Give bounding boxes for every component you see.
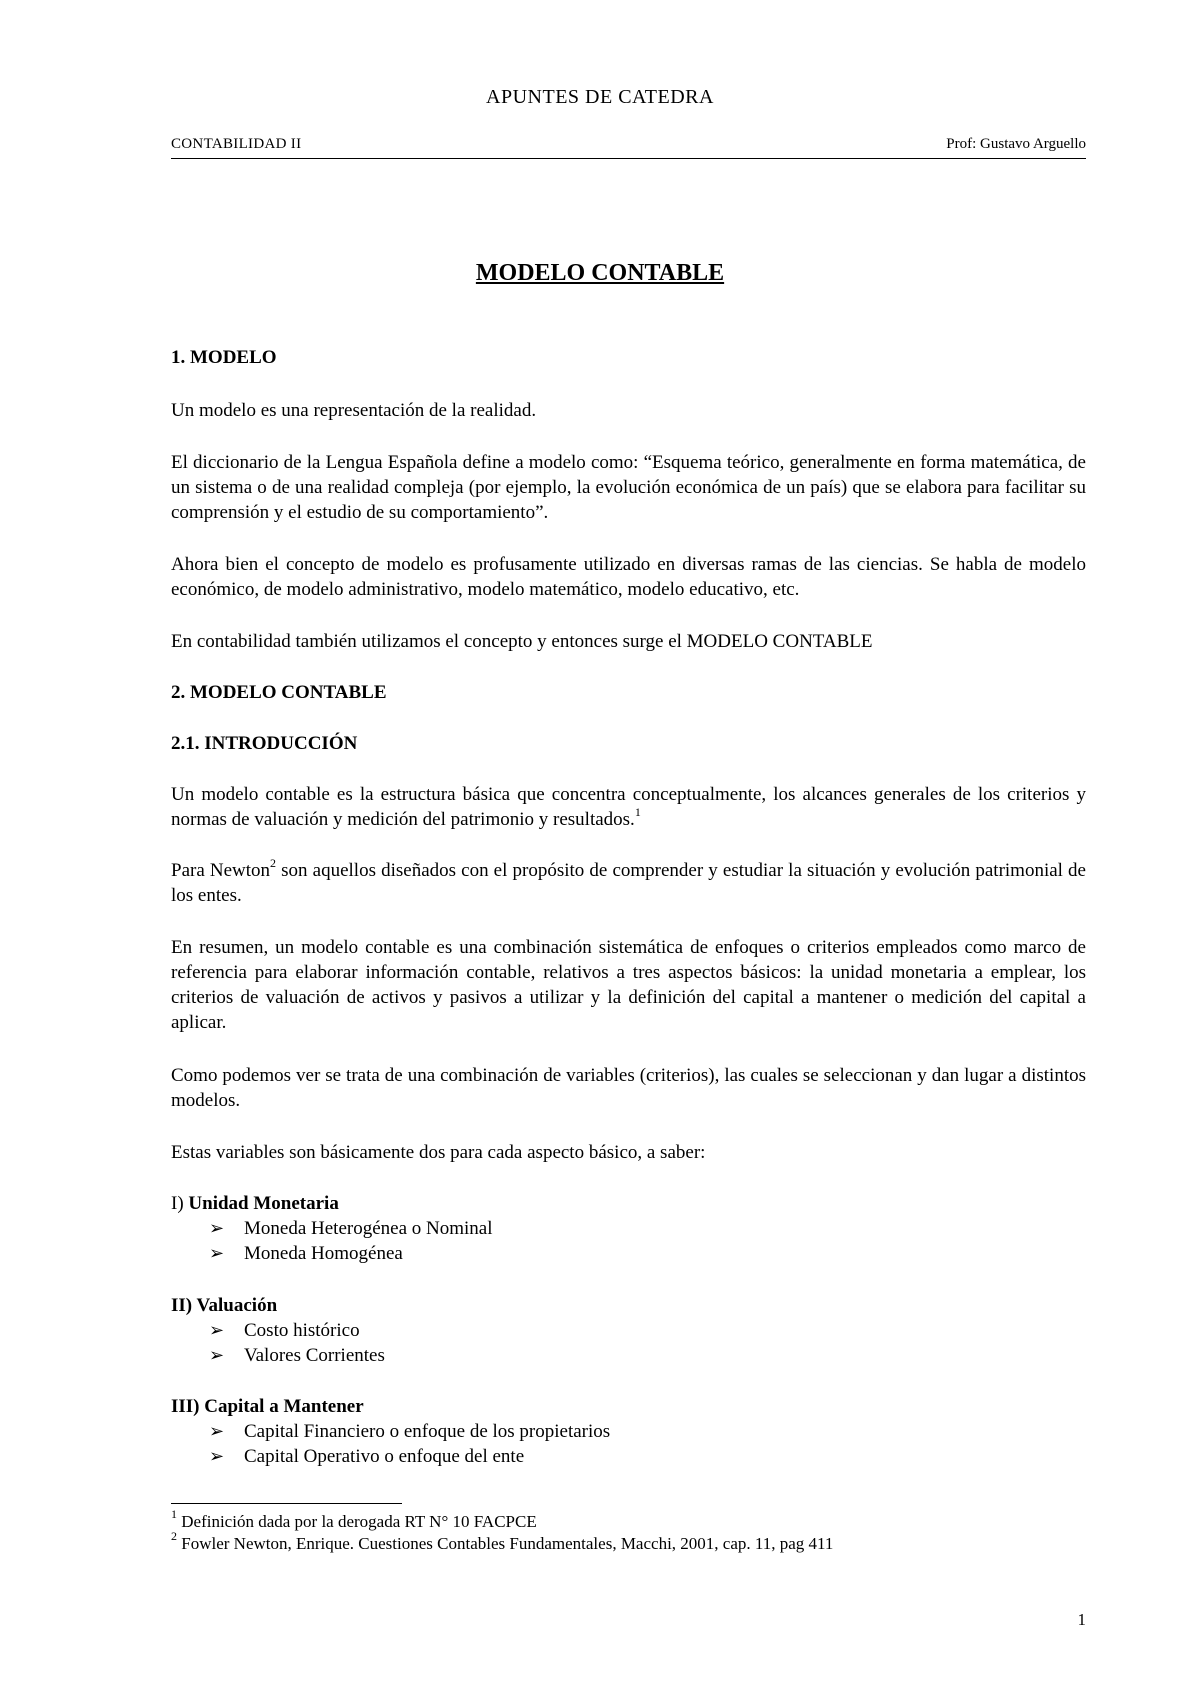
list-item-text: Moneda Heterogénea o Nominal <box>244 1218 493 1239</box>
footnote-text: Definición dada por la derogada RT N° 10 FACPCE <box>177 1512 537 1531</box>
aspect-heading <box>171 1394 1086 1419</box>
arrow-bullet-icon: ➢ <box>209 1218 225 1238</box>
section-2-1-paragraph-3: En resumen, un modelo contable es una combinación sistemática de enfoques o criterios empleados como marco de referencia para elaborar información contable, relativos a tres aspectos básicos: la unidad monetaria a emplear, los criterios de valuación de activos y pasivos a utilizar y la definición del capital a mantener o medición del capital a aplicar. <box>171 937 1086 1033</box>
arrow-bullet-icon: ➢ <box>209 1320 225 1340</box>
aspect-list <box>171 1318 1086 1368</box>
aspect-heading <box>171 1293 1086 1318</box>
aspect-block-1 <box>171 1191 1086 1266</box>
aspect-title: Valuación <box>196 1295 278 1316</box>
paragraph-text: Para Newton <box>171 860 271 881</box>
section-2-heading: 2. MODELO CONTABLE <box>171 682 387 703</box>
section-1-paragraph-3: Ahora bien el concepto de modelo es profusamente utilizado en diversas ramas de las ciencias. Se habla de modelo económico, de modelo administrativo, modelo matemático, modelo educativo, etc. <box>171 554 1086 600</box>
list-item-text: Capital Financiero o enfoque de los propietarios <box>244 1421 611 1442</box>
aspect-number: I) <box>171 1193 189 1214</box>
list-item <box>171 1343 1086 1368</box>
footnote-1 <box>171 1507 1086 1533</box>
list-item-text: Moneda Homogénea <box>244 1243 403 1264</box>
section-1-paragraph-4: En contabilidad también utilizamos el concepto y entonces surge el MODELO CONTABLE <box>171 631 873 652</box>
section-2-1-paragraph-4: Como podemos ver se trata de una combinación de variables (criterios), las cuales se seleccionan y dan lugar a distintos modelos. <box>171 1065 1086 1111</box>
list-item <box>171 1444 1086 1469</box>
document-title: MODELO CONTABLE <box>475 260 725 286</box>
section-1-paragraph-2: El diccionario de la Lengua Española define a modelo como: “Esquema teórico, generalmente en forma matemática, de un sistema o de una realidad compleja (por ejemplo, la evolución económica de un país) que se elabora para facilitar su comprensión y el estudio de su comportamiento”. <box>171 452 1086 523</box>
aspect-number: II) <box>171 1295 197 1316</box>
section-1-paragraph-1: Un modelo es una representación de la realidad. <box>171 400 537 421</box>
section-1-heading: 1. MODELO <box>171 347 277 368</box>
footnote-separator <box>171 1503 402 1504</box>
header-subject: CONTABILIDAD II <box>171 136 302 152</box>
arrow-bullet-icon: ➢ <box>209 1421 225 1441</box>
section-2-1-paragraph-5: Estas variables son básicamente dos para cada aspecto básico, a saber: <box>171 1142 706 1163</box>
header-title: APUNTES DE CATEDRA <box>486 86 714 108</box>
aspect-block-2 <box>171 1293 1086 1368</box>
header-professor: Prof: Gustavo Arguello <box>946 136 1086 152</box>
footnote-ref-1: 1 <box>634 804 641 819</box>
footnote-mark: 1 <box>171 1507 177 1522</box>
aspect-number: III) <box>171 1396 205 1417</box>
section-2-1-paragraph-2 <box>171 855 1086 908</box>
list-item <box>171 1241 1086 1266</box>
aspect-list <box>171 1216 1086 1266</box>
arrow-bullet-icon: ➢ <box>209 1446 225 1466</box>
list-item <box>171 1419 1086 1444</box>
aspect-heading <box>171 1191 1086 1216</box>
paragraph-text: Un modelo contable es la estructura básica que concentra conceptualmente, los alcances generales de los criterios y normas de valuación y medición del patrimonio y resultados. <box>171 784 1086 830</box>
section-2-1-paragraph-1 <box>171 782 1086 832</box>
aspect-title: Capital a Mantener <box>204 1396 364 1417</box>
arrow-bullet-icon: ➢ <box>209 1345 225 1365</box>
list-item-text: Costo histórico <box>244 1320 360 1341</box>
list-item <box>171 1216 1086 1241</box>
list-item-text: Capital Operativo o enfoque del ente <box>244 1446 525 1467</box>
list-item <box>171 1318 1086 1343</box>
aspect-block-3 <box>171 1394 1086 1469</box>
paragraph-text: son aquellos diseñados con el propósito de comprender y estudiar la situación y evolución patrimonial de los entes. <box>171 860 1086 906</box>
aspect-list <box>171 1419 1086 1469</box>
section-2-1-heading: 2.1. INTRODUCCIÓN <box>171 733 358 754</box>
footnote-ref-2: 2 <box>270 855 277 870</box>
header-rule <box>171 158 1086 159</box>
list-item-text: Valores Corrientes <box>244 1345 385 1366</box>
page-number: 1 <box>1077 1610 1086 1629</box>
aspect-title: Unidad Monetaria <box>188 1193 339 1214</box>
footnote-mark: 2 <box>171 1529 177 1544</box>
footnote-2 <box>171 1529 1086 1555</box>
arrow-bullet-icon: ➢ <box>209 1243 225 1263</box>
footnote-text: Fowler Newton, Enrique. Cuestiones Contables Fundamentales, Macchi, 2001, cap. 11, pag 411 <box>177 1534 834 1553</box>
